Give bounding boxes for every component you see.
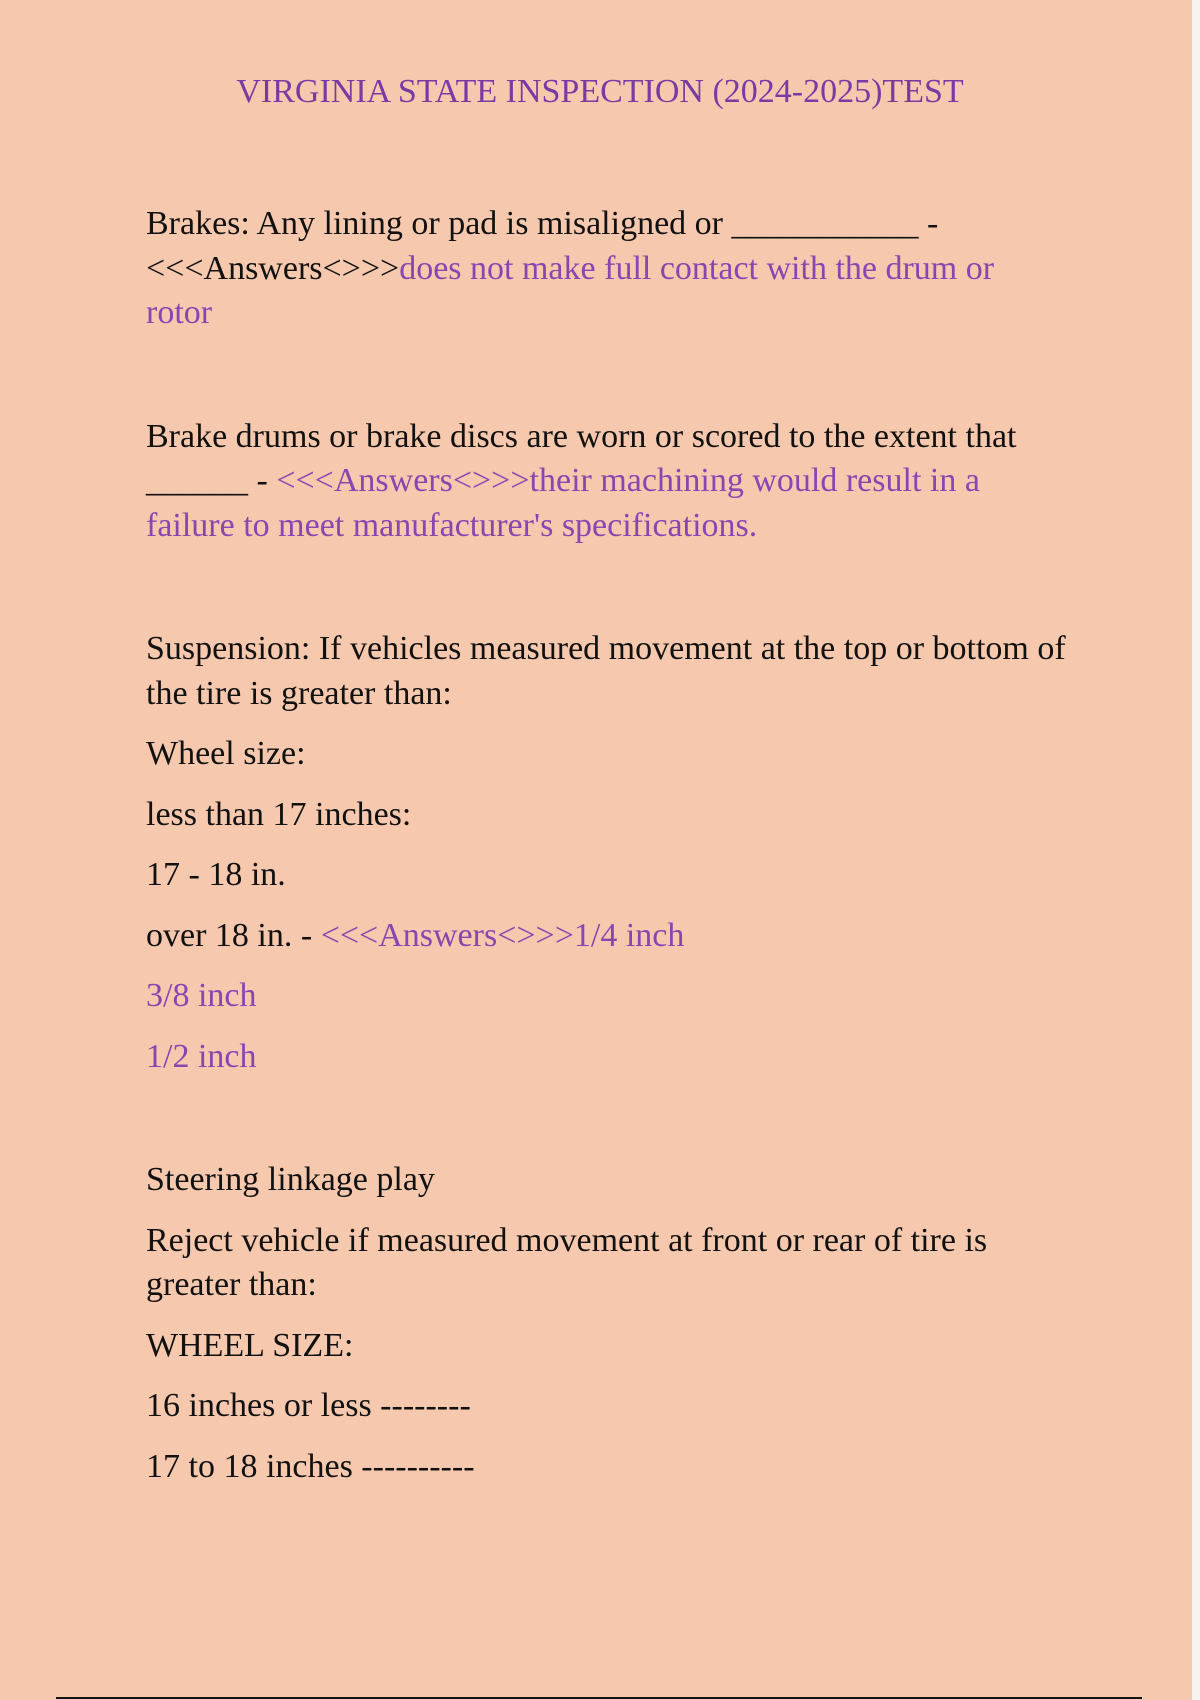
- question-brake-drums: [146, 415, 1066, 549]
- page-edge: [1192, 0, 1200, 1700]
- question-suspension: Suspension: If vehicles measured movement at the top or bottom of the tire is greater than:: [146, 630, 1066, 712]
- wheel-size-label: WHEEL SIZE:: [146, 1326, 354, 1364]
- wheel-size-label: over 18 in. -: [146, 916, 321, 954]
- answer-text: <<<Answers<>>>their machining would result in a failure to meet manufacturer's specifications.: [146, 462, 980, 544]
- wheel-size-row: [146, 914, 1066, 959]
- wheel-size-row: 17 - 18 in.: [146, 856, 286, 893]
- document-body: [146, 202, 1066, 1489]
- answer-text: <<<Answers<>>>1/4 inch: [320, 916, 685, 954]
- wheel-size-row: 17 to 18 inches ----------: [146, 1447, 475, 1485]
- wheel-size-row: less than 17 inches:: [146, 795, 412, 833]
- question-text: Brake drums or brake discs are worn or scored to the extent that ______ -: [146, 417, 1017, 499]
- question-steering: Reject vehicle if measured movement at front or rear of tire is greater than:: [146, 1221, 988, 1303]
- wheel-size-row: 16 inches or less --------: [146, 1387, 471, 1424]
- document-title: VIRGINIA STATE INSPECTION (2024-2025)TEST: [236, 73, 964, 110]
- answer-text: 1/2 inch: [146, 1037, 257, 1075]
- answer-prefix: <<<Answers<>>>: [146, 249, 400, 287]
- question-brakes-lining: [146, 202, 1066, 336]
- answer-text: 3/8 inch: [146, 977, 257, 1014]
- answer-text: does not make full contact with the drum or rotor: [146, 249, 995, 331]
- steering-heading: Steering linkage play: [146, 1161, 435, 1198]
- footer-divider: [56, 1697, 1142, 1699]
- wheel-size-label: Wheel size:: [146, 735, 306, 772]
- question-text: Brakes: Any lining or pad is misaligned or ___________ -: [146, 205, 939, 242]
